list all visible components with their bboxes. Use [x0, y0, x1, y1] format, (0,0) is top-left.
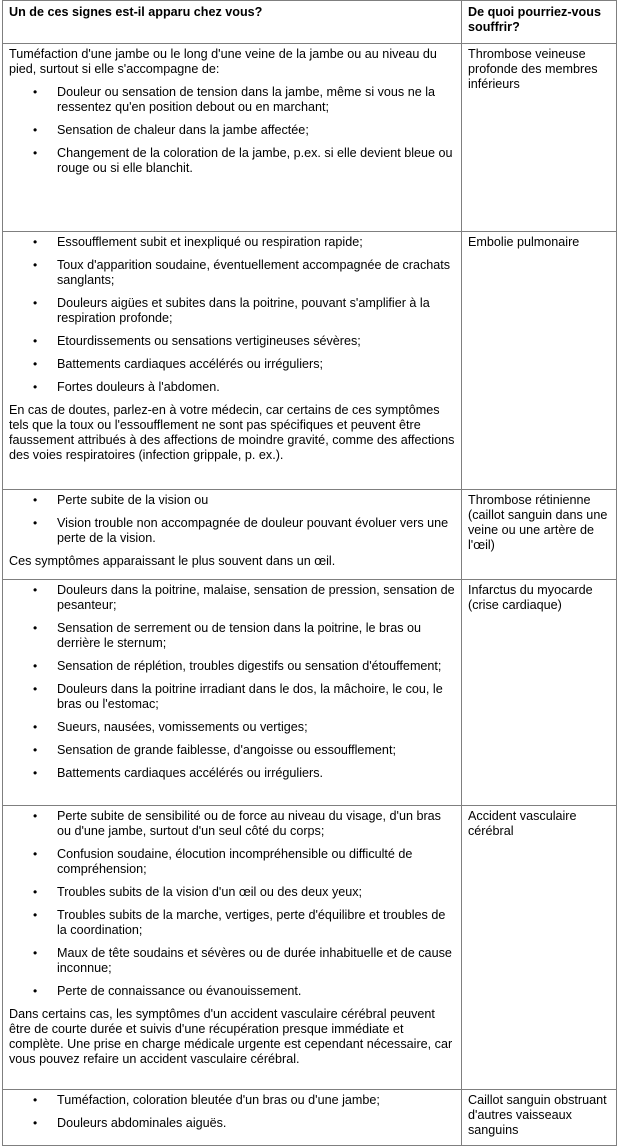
condition-cell: Thrombose veineuse profonde des membres inférieurs [462, 44, 617, 232]
header-signs: Un de ces signes est-il apparu chez vous? [3, 1, 462, 44]
symptom-item: • Sensation de chaleur dans la jambe affectée; [9, 123, 455, 138]
symptom-list [9, 583, 455, 781]
signs-cell [3, 490, 462, 580]
signs-cell [3, 232, 462, 490]
symptom-item: • Douleurs aigües et subites dans la poitrine, pouvant s'amplifier à la respiration profonde; [9, 296, 455, 326]
table-row [3, 806, 617, 1090]
condition-cell: Infarctus du myocarde (crise cardiaque) [462, 580, 617, 806]
symptom-item: • Changement de la coloration de la jambe, p.ex. si elle devient bleue ou rouge ou si elle blanchit. [9, 146, 455, 176]
symptom-item: • Douleur ou sensation de tension dans la jambe, même si vous ne la ressentez qu'en position debout ou en marchant; [9, 85, 455, 115]
symptom-item: • Battements cardiaques accélérés ou irréguliers; [9, 357, 455, 372]
symptom-item: • Troubles subits de la marche, vertiges, perte d'équilibre et troubles de la coordination; [9, 908, 455, 938]
symptom-item: • Douleurs dans la poitrine irradiant dans le dos, la mâchoire, le cou, le bras ou l'estomac; [9, 682, 455, 712]
symptom-item: • Troubles subits de la vision d'un œil ou des deux yeux; [9, 885, 455, 900]
symptom-item: • Sensation de réplétion, troubles digestifs ou sensation d'étouffement; [9, 659, 455, 674]
symptom-item: • Douleurs abdominales aiguës. [9, 1116, 455, 1131]
symptom-item: • Confusion soudaine, élocution incompréhensible ou difficulté de compréhension; [9, 847, 455, 877]
table-row [3, 490, 617, 580]
signs-cell [3, 580, 462, 806]
symptom-item: • Essoufflement subit et inexpliqué ou respiration rapide; [9, 235, 455, 250]
table-header-row [3, 1, 617, 44]
symptom-list [9, 85, 455, 176]
symptom-item: • Perte subite de la vision ou [9, 493, 455, 508]
symptom-item: • Tuméfaction, coloration bleutée d'un bras ou d'une jambe; [9, 1093, 455, 1108]
row-note: En cas de doutes, parlez-en à votre médecin, car certains de ces symptômes tels que la toux ou l'essoufflement ne sont pas spécifiques et peuvent être faussement attribués à des affections de moindre gravité, comme des affections des voies respiratoires (infection grippale, p. ex.). [9, 403, 455, 462]
symptom-list [9, 1093, 455, 1131]
symptom-item: • Toux d'apparition soudaine, éventuellement accompagnée de crachats sanglants; [9, 258, 455, 288]
header-condition: De quoi pourriez-vous souffrir? [462, 1, 617, 44]
symptom-item: • Perte de connaissance ou évanouissement. [9, 984, 455, 999]
signs-cell [3, 806, 462, 1090]
table-row [3, 1090, 617, 1146]
signs-cell [3, 1090, 462, 1146]
table-row [3, 44, 617, 232]
symptoms-table [2, 0, 617, 1146]
symptom-list [9, 493, 455, 546]
row-note: Ces symptômes apparaissant le plus souvent dans un œil. [9, 554, 336, 568]
condition-cell: Accident vasculaire cérébral [462, 806, 617, 1090]
table-row [3, 580, 617, 806]
symptom-item: • Vision trouble non accompagnée de douleur pouvant évoluer vers une perte de la vision. [9, 516, 455, 546]
symptom-item: • Maux de tête soudains et sévères ou de durée inhabituelle et de cause inconnue; [9, 946, 455, 976]
symptom-list [9, 809, 455, 999]
symptom-list [9, 235, 455, 395]
row-intro: Tuméfaction d'une jambe ou le long d'une veine de la jambe ou au niveau du pied, surtout si elle s'accompagne de: [9, 47, 437, 76]
condition-cell: Caillot sanguin obstruant d'autres vaisseaux sanguins [462, 1090, 617, 1146]
symptom-item: • Sensation de serrement ou de tension dans la poitrine, le bras ou derrière le sternum; [9, 621, 455, 651]
symptom-item: • Douleurs dans la poitrine, malaise, sensation de pression, sensation de pesanteur; [9, 583, 455, 613]
symptom-item: • Battements cardiaques accélérés ou irréguliers. [9, 766, 455, 781]
signs-cell [3, 44, 462, 232]
table-row [3, 232, 617, 490]
condition-cell: Embolie pulmonaire [462, 232, 617, 490]
row-note: Dans certains cas, les symptômes d'un accident vasculaire cérébral peuvent être de courte durée et suivis d'une récupération presque immédiate et complète. Une prise en charge médicale urgente est cependant nécessaire, car vous pouvez refaire un accident vasculaire cérébral. [9, 1007, 453, 1066]
symptom-item: • Etourdissements ou sensations vertigineuses sévères; [9, 334, 455, 349]
symptom-item: • Perte subite de sensibilité ou de force au niveau du visage, d'un bras ou d'une jambe, surtout d'un seul côté du corps; [9, 809, 455, 839]
symptom-item: • Sensation de grande faiblesse, d'angoisse ou essoufflement; [9, 743, 455, 758]
condition-cell: Thrombose rétinienne (caillot sanguin dans une veine ou une artère de l'œil) [462, 490, 617, 580]
symptom-item: • Fortes douleurs à l'abdomen. [9, 380, 455, 395]
symptom-item: • Sueurs, nausées, vomissements ou vertiges; [9, 720, 455, 735]
